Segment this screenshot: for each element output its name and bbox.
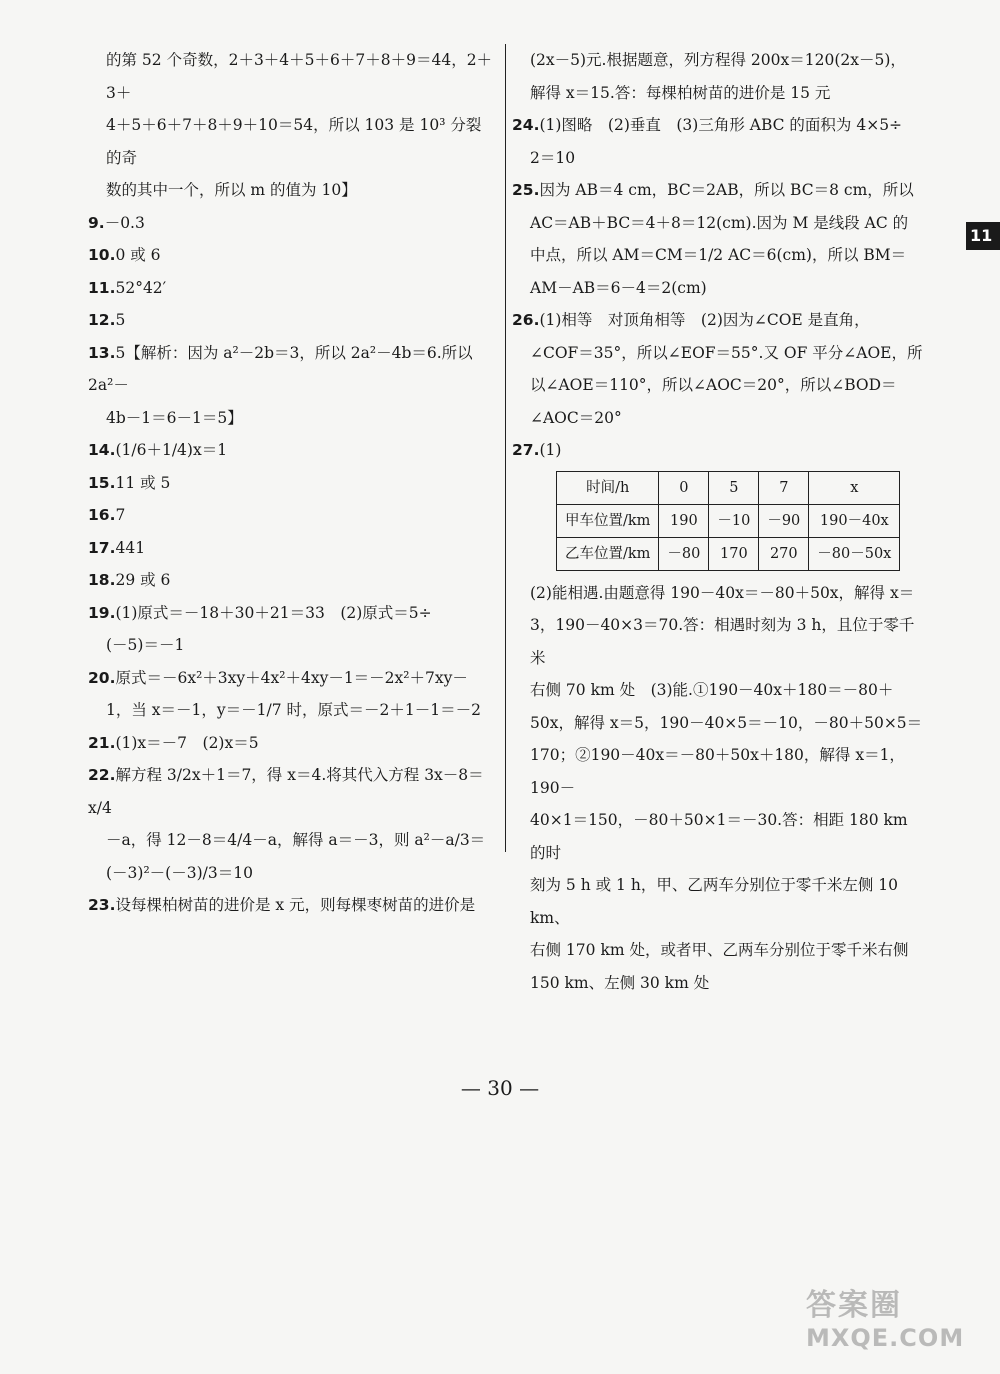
answer-text: (1)x＝－7 (2)x＝5: [115, 733, 259, 752]
table-cell: 甲车位置/km: [557, 504, 659, 537]
answer-text: (1/6＋1/4)x＝1: [115, 441, 228, 459]
answer-line: [512, 44, 924, 77]
question-number: 13.: [88, 343, 116, 362]
question-number: 23.: [88, 896, 116, 914]
answer-line: [512, 934, 924, 967]
answer-line: [512, 804, 924, 869]
answer-text: 50x，解得 x＝5，190－40×5＝－10，－80＋50×5＝: [530, 713, 923, 732]
answer-line: [512, 369, 924, 402]
question-number: 14.: [88, 441, 116, 459]
answer-line: [88, 662, 496, 695]
answer-text: 52°42′: [115, 278, 167, 297]
question-number: 10.: [88, 246, 116, 264]
answer-line: [512, 304, 924, 337]
answer-line: [512, 174, 924, 207]
answer-text: 原式＝－6x²＋3xy＋4x²＋4xy－1＝－2x²＋7xy－: [115, 668, 468, 687]
answer-line: [88, 857, 496, 890]
question-number: 11.: [88, 278, 116, 297]
answer-line: [512, 402, 924, 435]
question-number: 15.: [88, 473, 116, 492]
question-number: 16.: [88, 506, 116, 524]
answer-text: 因为 AB＝4 cm，BC＝2AB，所以 BC＝8 cm，所以: [539, 181, 914, 199]
question-number: 9.: [88, 213, 105, 232]
question-number: 18.: [88, 571, 116, 589]
answer-text: 441: [115, 538, 146, 557]
table-cell: －90: [759, 504, 809, 537]
answer-line: [88, 824, 496, 857]
question-number: 25.: [512, 181, 540, 199]
answer-text: (－3)²－(－3)/3＝10: [106, 863, 253, 882]
answer-line: [88, 532, 496, 565]
answer-line: [512, 967, 924, 1000]
answer-text: 150 km、左侧 30 km 处: [530, 973, 710, 992]
answer-line: [512, 707, 924, 740]
answer-line: [88, 109, 496, 174]
answer-text: －a，得 12－8＝4/4－a，解得 a＝－3，则 a²－a/3＝: [106, 831, 486, 849]
answer-line: [512, 272, 924, 305]
table-cell: 乙车位置/km: [557, 537, 659, 570]
answer-line: [512, 239, 924, 272]
answer-text: －0.3: [104, 213, 145, 232]
page-number: — 30 —: [460, 1076, 540, 1100]
answer-text: (2x－5)元.根据题意，列方程得 200x＝120(2x－5)，: [530, 51, 906, 69]
table-header-cell: 0: [659, 471, 709, 504]
chapter-tab: 11: [966, 222, 1000, 250]
answer-line: [512, 577, 924, 610]
answer-text: 7: [115, 506, 126, 524]
answer-line: [512, 142, 924, 175]
table-row: [557, 537, 900, 570]
answer-text: AC＝AB＋BC＝4＋8＝12(cm).因为 M 是线段 AC 的: [530, 213, 909, 232]
table-cell: －80: [659, 537, 709, 570]
answer-line: [512, 869, 924, 934]
answer-line: [512, 337, 924, 370]
answer-text: 设每棵柏树苗的进价是 x 元，则每棵枣树苗的进价是: [115, 896, 476, 914]
answer-line: [512, 609, 924, 674]
answer-text: 29 或 6: [115, 571, 171, 589]
question-number: 21.: [88, 733, 116, 752]
answer-text: 解得 x＝15.答：每棵柏树苗的进价是 15 元: [530, 83, 831, 102]
question-number: 17.: [88, 538, 116, 557]
answer-text: 4b－1＝6－1＝5】: [106, 408, 243, 427]
answer-line: [88, 337, 496, 402]
answer-line: [88, 499, 496, 532]
position-table: [556, 471, 900, 571]
answer-text: 数的其中一个，所以 m 的值为 10】: [106, 181, 357, 199]
answer-text: 4＋5＋6＋7＋8＋9＋10＝54，所以 103 是 10³ 分裂的奇: [106, 116, 482, 167]
left-column: [88, 44, 496, 922]
answer-line: [512, 109, 924, 142]
answer-line: [88, 272, 496, 305]
answer-text: 1，当 x＝－1，y＝－1/7 时，原式＝－2＋1－1＝－2: [106, 701, 481, 719]
answer-line: [512, 207, 924, 240]
table-header-row: [557, 471, 900, 504]
right-column-part-b: [512, 577, 924, 1000]
answer-line: [88, 467, 496, 500]
answer-line: [88, 889, 496, 922]
answer-line: [88, 564, 496, 597]
answer-line: [512, 739, 924, 804]
answer-text: 2＝10: [530, 148, 576, 167]
right-column-part-a: [512, 44, 924, 467]
answer-line: [88, 434, 496, 467]
table-row: [557, 504, 900, 537]
answer-text: ∠AOC＝20°: [530, 408, 622, 427]
table-cell: 170: [709, 537, 759, 570]
answer-text: (1)相等 对顶角相等 (2)因为∠COE 是直角，: [539, 311, 870, 329]
answer-line: [88, 727, 496, 760]
question-number: 12.: [88, 311, 116, 329]
answer-text: 5【解析：因为 a²－2b＝3，所以 2a²－4b＝6.所以 2a²－: [88, 343, 473, 394]
answer-line: [88, 304, 496, 337]
answer-line: [512, 77, 924, 110]
question-number: 26.: [512, 311, 540, 329]
answer-text: (－5)＝－1: [106, 636, 185, 654]
answer-line: [88, 759, 496, 824]
answer-line: [88, 44, 496, 109]
answer-line: [88, 174, 496, 207]
answer-text: 0 或 6: [115, 246, 161, 264]
column-divider: [505, 44, 506, 852]
answer-text: AM－AB＝6－4＝2(cm): [530, 278, 707, 297]
question-number: 27.: [512, 441, 540, 459]
answer-text: 右侧 70 km 处 (3)能.①190－40x＋180＝－80＋: [530, 681, 894, 699]
answer-text: (2)能相遇.由题意得 190－40x＝－80＋50x，解得 x＝: [530, 583, 915, 602]
question-number: 20.: [88, 668, 116, 687]
answer-line: [512, 674, 924, 707]
answer-line: [88, 207, 496, 240]
answer-text: 11 或 5: [115, 473, 171, 492]
answer-text: 40×1＝150，－80＋50×1＝－30.答：相距 180 km 的时: [530, 811, 908, 862]
answer-text: ∠COF＝35°，所以∠EOF＝55°.又 OF 平分∠AOE，所: [530, 343, 923, 362]
table-cell: －80－50x: [809, 537, 900, 570]
answer-line: [88, 402, 496, 435]
table-cell: 190: [659, 504, 709, 537]
question-number: 19.: [88, 603, 116, 622]
answer-text: 解方程 3/2x＋1＝7，得 x＝4.将其代入方程 3x－8＝x/4: [88, 766, 484, 817]
answer-line: [88, 239, 496, 272]
table-header-cell: x: [809, 471, 900, 504]
table-cell: 270: [759, 537, 809, 570]
table-cell: －10: [709, 504, 759, 537]
answer-text: (1)原式＝－18＋30＋21＝33 (2)原式＝5÷: [115, 603, 432, 622]
answer-text: 的第 52 个奇数，2＋3＋4＋5＋6＋7＋8＋9＝44，2＋3＋: [106, 51, 493, 102]
table-header-cell: 时间/h: [557, 471, 659, 504]
answer-text: 3，190－40×3＝70.答：相遇时刻为 3 h，且位于零千米: [530, 616, 915, 667]
watermark-url: MXQE.COM: [806, 1324, 965, 1352]
answer-text: 以∠AOE＝110°，所以∠AOC＝20°，所以∠BOD＝: [530, 376, 897, 394]
answer-text: 5: [115, 311, 126, 329]
table-cell: 190－40x: [809, 504, 900, 537]
answer-text: 刻为 5 h 或 1 h，甲、乙两车分别位于零千米左侧 10 km、: [530, 876, 898, 927]
answer-text: (1): [539, 441, 562, 459]
question-number: 24.: [512, 116, 540, 134]
table-header-cell: 7: [759, 471, 809, 504]
answer-text: (1)图略 (2)垂直 (3)三角形 ABC 的面积为 4×5÷: [539, 116, 903, 134]
answer-line: [88, 694, 496, 727]
answer-line: [88, 629, 496, 662]
answer-text: 中点，所以 AM＝CM＝1/2 AC＝6(cm)，所以 BM＝: [530, 246, 907, 264]
answer-line: [88, 597, 496, 630]
watermark: [806, 1280, 986, 1360]
watermark-logo: 答案圈: [806, 1288, 902, 1323]
answer-text: 170；②190－40x＝－80＋50x＋180，解得 x＝1，190－: [530, 746, 905, 797]
answer-line: [512, 434, 924, 467]
right-column: [512, 44, 924, 999]
question-number: 22.: [88, 766, 116, 784]
answer-text: 右侧 170 km 处，或者甲、乙两车分别位于零千米右侧: [530, 941, 909, 959]
table-header-cell: 5: [709, 471, 759, 504]
